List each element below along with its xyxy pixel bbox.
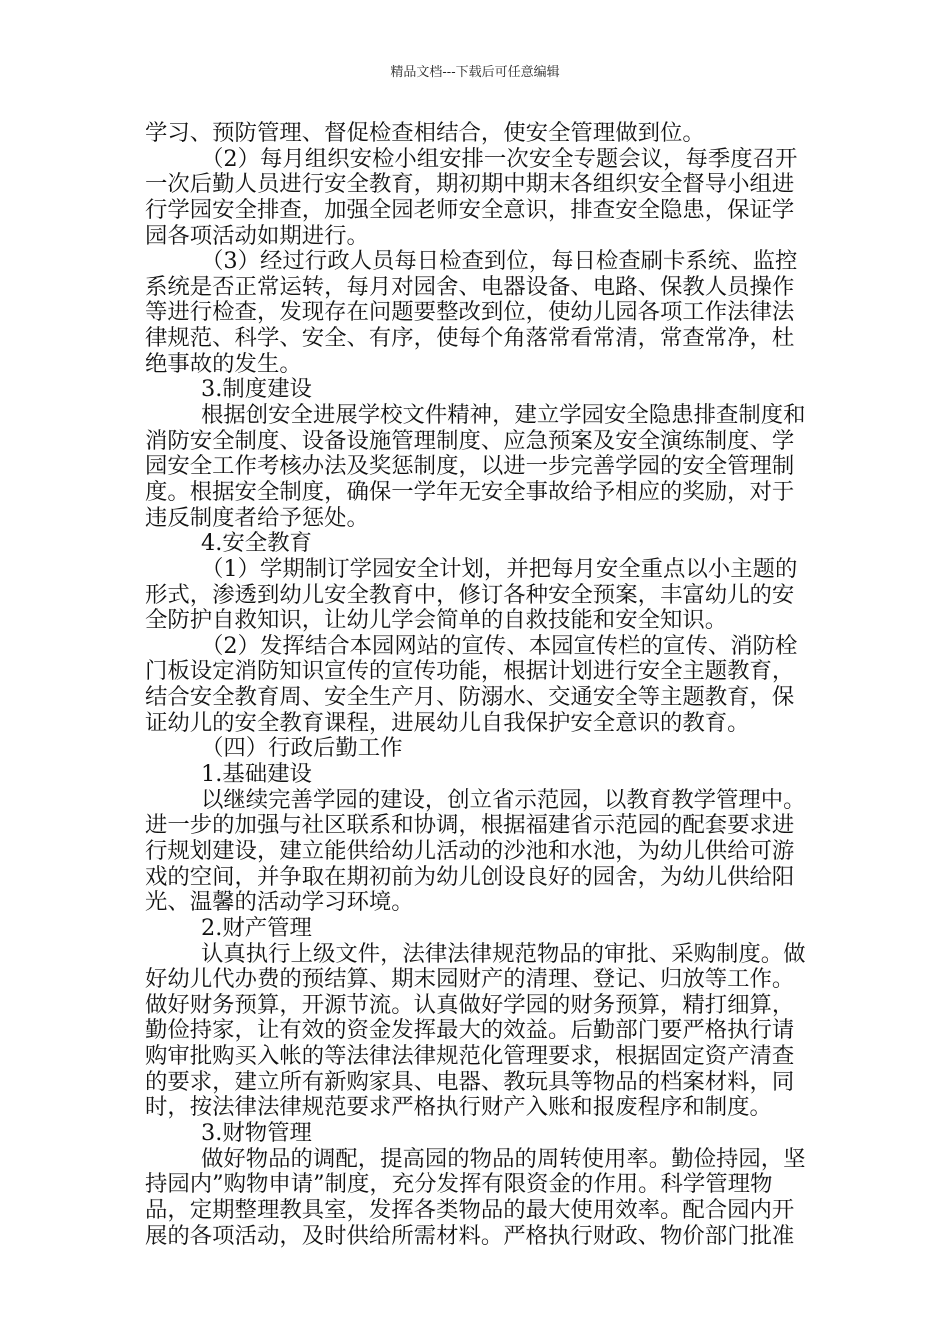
text-line: 度。根据安全制度，确保一学年无安全事故给予相应的奖励，对于 <box>145 478 795 505</box>
page-header: 精品文档---下载后可任意编辑 <box>390 65 560 80</box>
text-line: 行学园安全排查，加强全园老师安全意识，排查安全隐患，保证学 <box>145 196 795 223</box>
text-line: 结合安全教育周、安全生产月、防溺水、交通安全等主题教育，保 <box>145 684 795 711</box>
text-line: 园安全工作考核办法及奖惩制度，以进一步完善学园的安全管理制 <box>145 453 795 480</box>
text-line: 勤俭持家，让有效的资金发挥最大的效益。后勤部门要严格执行请 <box>145 1017 795 1044</box>
text-line: 3.制度建设 <box>201 376 312 403</box>
text-line: 以继续完善学园的建设，创立省示范园，以教育教学管理中。 <box>201 786 806 813</box>
text-line: 学习、预防管理、督促检查相结合，使安全管理做到位。 <box>145 120 705 146</box>
text-line: 好幼儿代办费的预结算、期末园财产的清理、登记、归放等工作。 <box>145 966 795 993</box>
text-line: 消防安全制度、设备设施管理制度、应急预案及安全演练制度、学 <box>145 427 795 454</box>
text-line: 做好物品的调配，提高园的物品的周转使用率。勤俭持园，坚 <box>201 1145 806 1172</box>
text-line: 全防护自救知识，让幼儿学会简单的自救技能和安全知识。 <box>145 607 728 634</box>
text-line: 持园内”购物申请”制度，充分发挥有限资金的作用。科学管理物 <box>145 1171 773 1198</box>
text-line: 违反制度者给予惩处。 <box>145 504 369 531</box>
text-line: 时，按法律法律规范要求严格执行财产入账和报废程序和制度。 <box>145 1094 772 1121</box>
text-line: 品，定期整理教具室，发挥各类物品的最大使用效率。配合园内开 <box>145 1196 795 1223</box>
text-line: （四）行政后勤工作 <box>201 735 403 762</box>
text-line: 1.基础建设 <box>201 761 312 788</box>
text-line: 进一步的加强与社区联系和协调，根据福建省示范园的配套要求进 <box>145 812 795 839</box>
text-line: 4.安全教育 <box>201 530 312 557</box>
text-line: 一次后勤人员进行安全教育，期初期中期末各组织安全督导小组进 <box>145 171 795 198</box>
text-line: 光、温馨的活动学习环境。 <box>145 889 414 916</box>
text-line: 根据创安全进展学校文件精神，建立学园安全隐患排查制度和 <box>201 402 806 429</box>
text-line: 3.财物管理 <box>201 1119 312 1146</box>
text-line: 绝事故的发生。 <box>145 350 302 377</box>
text-line: 系统是否正常运转，每月对园舍、电器设备、电路、保教人员操作 <box>145 273 795 300</box>
text-line: 形式，渗透到幼儿安全教育中，修订各种安全预案，丰富幼儿的安 <box>145 581 795 608</box>
text-line: 购审批购买入帐的等法律法律规范化管理要求，根据固定资产清查 <box>145 1043 795 1070</box>
text-line: （2）每月组织安检小组安排一次安全专题会议，每季度召开 <box>201 145 798 172</box>
text-line: 行规划建设，建立能供给幼儿活动的沙池和水池，为幼儿供给可游 <box>145 837 795 864</box>
text-line: （3）经过行政人员每日检查到位，每日检查刷卡系统、监控 <box>201 248 798 275</box>
text-line: 证幼儿的安全教育课程，进展幼儿自我保护安全意识的教育。 <box>145 709 750 736</box>
text-line: 的要求，建立所有新购家具、电器、教玩具等物品的档案材料，同 <box>145 1068 795 1095</box>
text-line: 园各项活动如期进行。 <box>145 222 369 249</box>
text-line: 认真执行上级文件，法律法律规范物品的审批、采购制度。做 <box>201 940 806 967</box>
text-line: 2.财产管理 <box>201 914 312 941</box>
text-line: （1）学期制订学园安全计划，并把每月安全重点以小主题的 <box>201 555 798 582</box>
text-line: 门板设定消防知识宣传的宣传功能，根据计划进行安全主题教育， <box>145 658 795 685</box>
text-line: 律规范、科学、安全、有序，使每个角落常看常清，常查常净，杜 <box>145 325 795 352</box>
text-line: 展的各项活动，及时供给所需材料。严格执行财政、物价部门批准 <box>145 1222 795 1249</box>
text-line: 做好财务预算，开源节流。认真做好学园的财务预算，精打细算， <box>145 991 795 1018</box>
document-body <box>145 121 811 1249</box>
text-line: 等进行检查，发现存在问题要整改到位，使幼儿园各项工作法律法 <box>145 299 795 326</box>
text-line: （2）发挥结合本园网站的宣传、本园宣传栏的宣传、消防栓 <box>201 632 798 659</box>
text-line: 戏的空间，并争取在期初前为幼儿创设良好的园舍，为幼儿供给阳 <box>145 863 795 890</box>
